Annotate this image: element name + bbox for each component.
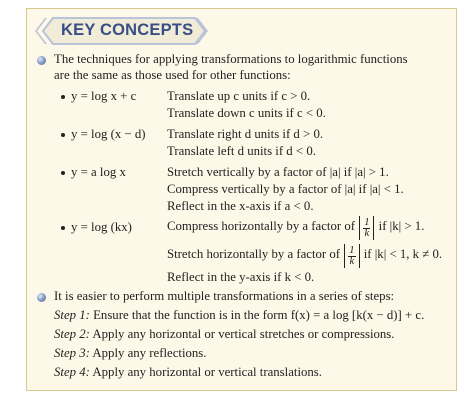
description-line: Translate down c units if c < 0. xyxy=(167,106,326,120)
description-line: Reflect in the x-axis if a < 0. xyxy=(167,199,314,213)
step-line xyxy=(54,307,424,323)
equation-translate-vertical: y = log x + c xyxy=(71,89,137,103)
description-text: Compress horizontally by a factor of xyxy=(167,219,355,233)
concepts-content xyxy=(27,9,456,390)
step-text: Apply any horizontal or vertical translations. xyxy=(92,365,322,379)
description-line: Translate left d units if d < 0. xyxy=(167,144,316,158)
equation-horizontal-stretch: y = log (kx) xyxy=(71,220,132,234)
step-text: Apply any horizontal or vertical stretches or compressions. xyxy=(92,327,395,341)
step-label: Step 3: xyxy=(54,346,90,360)
bullet-dot-icon xyxy=(61,226,65,230)
step-label: Step 4: xyxy=(54,365,90,379)
intro-line-2: are the same as those used for other functions: xyxy=(54,68,291,82)
description-line: Compress vertically by a factor of |a| if |a| < 1. xyxy=(167,182,404,196)
fraction-denominator: k xyxy=(364,227,370,239)
intro-line-1: The techniques for applying transformations to logarithmic functions xyxy=(54,52,408,66)
bullet-disc-icon xyxy=(37,56,46,65)
description-text: Stretch horizontally by a factor of xyxy=(167,247,341,261)
steps-intro: It is easier to perform multiple transformations in a series of steps: xyxy=(54,289,395,303)
bullet-disc-icon xyxy=(37,293,46,302)
bullet-dot-icon xyxy=(61,95,65,99)
description-text: if |k| > 1. xyxy=(378,219,425,233)
key-concepts-box xyxy=(26,8,457,391)
bullet-dot-icon xyxy=(61,171,65,175)
description-line: Translate up c units if c > 0. xyxy=(167,89,311,103)
step-line xyxy=(54,345,206,361)
equation-translate-horizontal: y = log (x − d) xyxy=(71,127,146,141)
step-label: Step 1: xyxy=(54,308,90,322)
description-line xyxy=(167,241,442,268)
reciprocal-fraction xyxy=(358,214,375,240)
fraction-numerator: 1 xyxy=(364,216,370,228)
step-text: Apply any reflections. xyxy=(92,346,207,360)
bullet-dot-icon xyxy=(61,133,65,137)
box-title: KEY CONCEPTS xyxy=(61,21,194,39)
equation-vertical-stretch: y = a log x xyxy=(71,165,126,179)
fraction-denominator: k xyxy=(349,255,355,267)
description-line: Translate right d units if d > 0. xyxy=(167,127,324,141)
step-label: Step 2: xyxy=(54,327,90,341)
description-text: if |k| < 1, k ≠ 0. xyxy=(363,247,443,261)
step-line xyxy=(54,326,394,342)
description-line: Stretch vertically by a factor of |a| if |a| > 1. xyxy=(167,165,389,179)
step-text: Ensure that the function is in the form f(x) = a log [k(x − d)] + c. xyxy=(93,308,425,322)
description-line xyxy=(167,213,424,240)
reciprocal-fraction xyxy=(343,242,360,268)
fraction-numerator: 1 xyxy=(349,244,355,256)
description-line: Reflect in the y-axis if k < 0. xyxy=(167,270,315,284)
step-line xyxy=(54,364,322,380)
